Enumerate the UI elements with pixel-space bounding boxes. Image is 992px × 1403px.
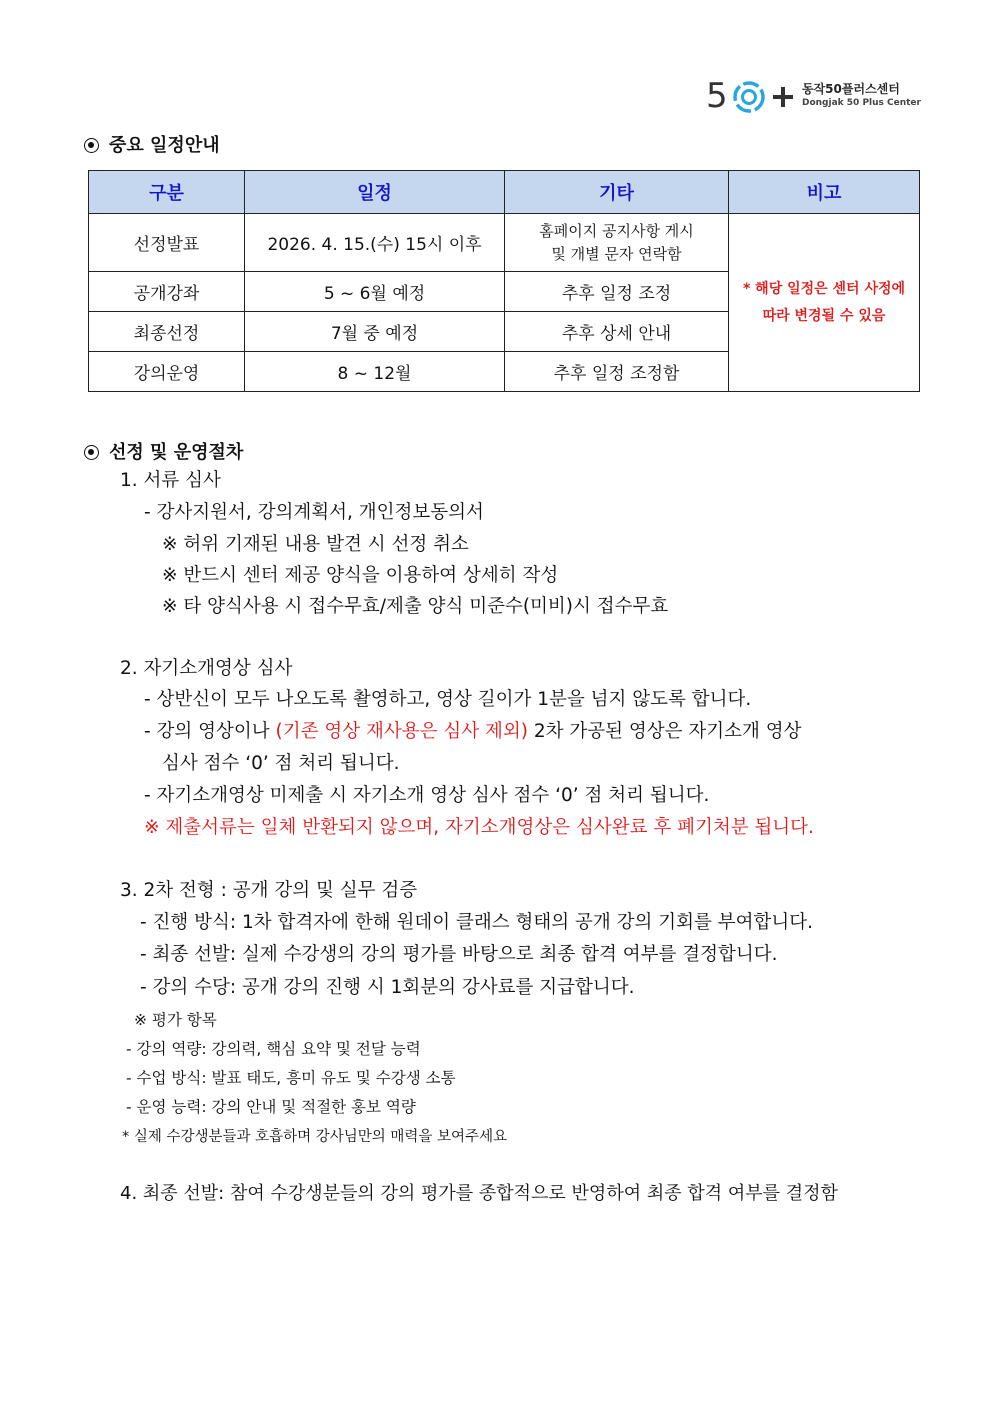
circle-bullet-icon: [84, 445, 99, 460]
step3-item: - 최종 선발: 실제 수강생의 강의 평가를 바탕으로 최종 합격 여부를 결정합니다.: [140, 944, 778, 965]
header-etc: 기타: [505, 171, 729, 214]
remarks-note: * 해당 일정은 센터 사정에 따라 변경될 수 있음: [729, 214, 920, 392]
eval-title: ※ 평가 항목: [134, 1011, 217, 1029]
row-etc: 추후 일정 조정함: [505, 352, 729, 392]
step2-item: - 자기소개영상 미제출 시 자기소개 영상 심사 점수 ‘0’ 점 처리 됩니다.: [144, 785, 710, 806]
step2-warning: ※ 제출서류는 일체 반환되지 않으며, 자기소개영상은 심사완료 후 폐기처분 됩니다.: [144, 817, 814, 838]
step3-item: - 진행 방식: 1차 합격자에 한해 원데이 클래스 형태의 공개 강의 기회를 부여합니다.: [140, 912, 814, 933]
row-category: 공개강좌: [89, 272, 245, 312]
table-row: [89, 214, 920, 272]
schedule-table: [88, 170, 920, 392]
table-header-row: [89, 171, 920, 214]
step1-note: ※ 타 양식사용 시 접수무효/제출 양식 미준수(미비)시 접수무효: [162, 596, 669, 617]
center-logo: [706, 76, 921, 116]
row-date: 8 ~ 12월: [245, 352, 505, 392]
eval-item: - 강의 역량: 강의력, 핵심 요약 및 전달 능력: [126, 1040, 421, 1058]
step3-item: - 강의 수당: 공개 강의 진행 시 1회분의 강사료를 지급합니다.: [140, 977, 635, 998]
logo-mark-icon: [732, 79, 796, 115]
row-date: 5 ~ 6월 예정: [245, 272, 505, 312]
logo-name-korean: 동작50플러스센터: [802, 82, 900, 96]
step1-item: - 강사지원서, 강의계획서, 개인정보동의서: [144, 502, 484, 523]
header-schedule: 일정: [245, 171, 505, 214]
circle-bullet-icon: [84, 138, 99, 153]
logo-name-english: Dongjak 50 Plus Center: [802, 98, 921, 108]
step4-heading: 4. 최종 선발: 참여 수강생분들의 강의 평가를 종합적으로 반영하여 최종 합격 여부를 결정함: [120, 1183, 838, 1204]
step2-heading: 2. 자기소개영상 심사: [120, 658, 293, 679]
row-etc: 추후 일정 조정: [505, 272, 729, 312]
step1-note: ※ 허위 기재된 내용 발견 시 선정 취소: [162, 534, 469, 555]
step1-heading: 1. 서류 심사: [120, 470, 221, 491]
eval-item: - 운영 능력: 강의 안내 및 적절한 홍보 역량: [126, 1098, 416, 1116]
header-remarks: 비고: [729, 171, 920, 214]
row-date: 2026. 4. 15.(수) 15시 이후: [245, 214, 505, 272]
header-category: 구분: [89, 171, 245, 214]
row-category: 강의운영: [89, 352, 245, 392]
row-category: 선정발표: [89, 214, 245, 272]
section-schedule-title: 중요 일정안내: [84, 131, 220, 157]
row-etc: 홈페이지 공지사항 게시 및 개별 문자 연락함: [505, 214, 729, 272]
section-procedure-title: 선정 및 운영절차: [84, 438, 243, 464]
step3-heading: 3. 2차 전형 : 공개 강의 및 실무 검증: [120, 880, 418, 901]
step2-item: - 강의 영상이나 (기존 영상 재사용은 심사 제외) 2차 가공된 영상은 자기소개 영상: [144, 721, 802, 742]
row-category: 최종선정: [89, 312, 245, 352]
eval-item: - 수업 방식: 발표 태도, 흥미 유도 및 수강생 소통: [126, 1069, 456, 1087]
step3-tip: * 실제 수강생분들과 호흡하며 강사님만의 매력을 보여주세요: [122, 1129, 508, 1145]
step2-red-note: (기존 영상 재사용은 심사 제외): [275, 721, 528, 742]
row-etc: 추후 상세 안내: [505, 312, 729, 352]
step1-note: ※ 반드시 센터 제공 양식을 이용하여 상세히 작성: [162, 565, 559, 586]
row-date: 7월 중 예정: [245, 312, 505, 352]
step2-item-cont: 심사 점수 ‘0’ 점 처리 됩니다.: [162, 753, 400, 774]
logo-number: 5: [706, 76, 727, 116]
step2-item: - 상반신이 모두 나오도록 촬영하고, 영상 길이가 1분을 넘지 않도록 합니다.: [144, 689, 752, 710]
